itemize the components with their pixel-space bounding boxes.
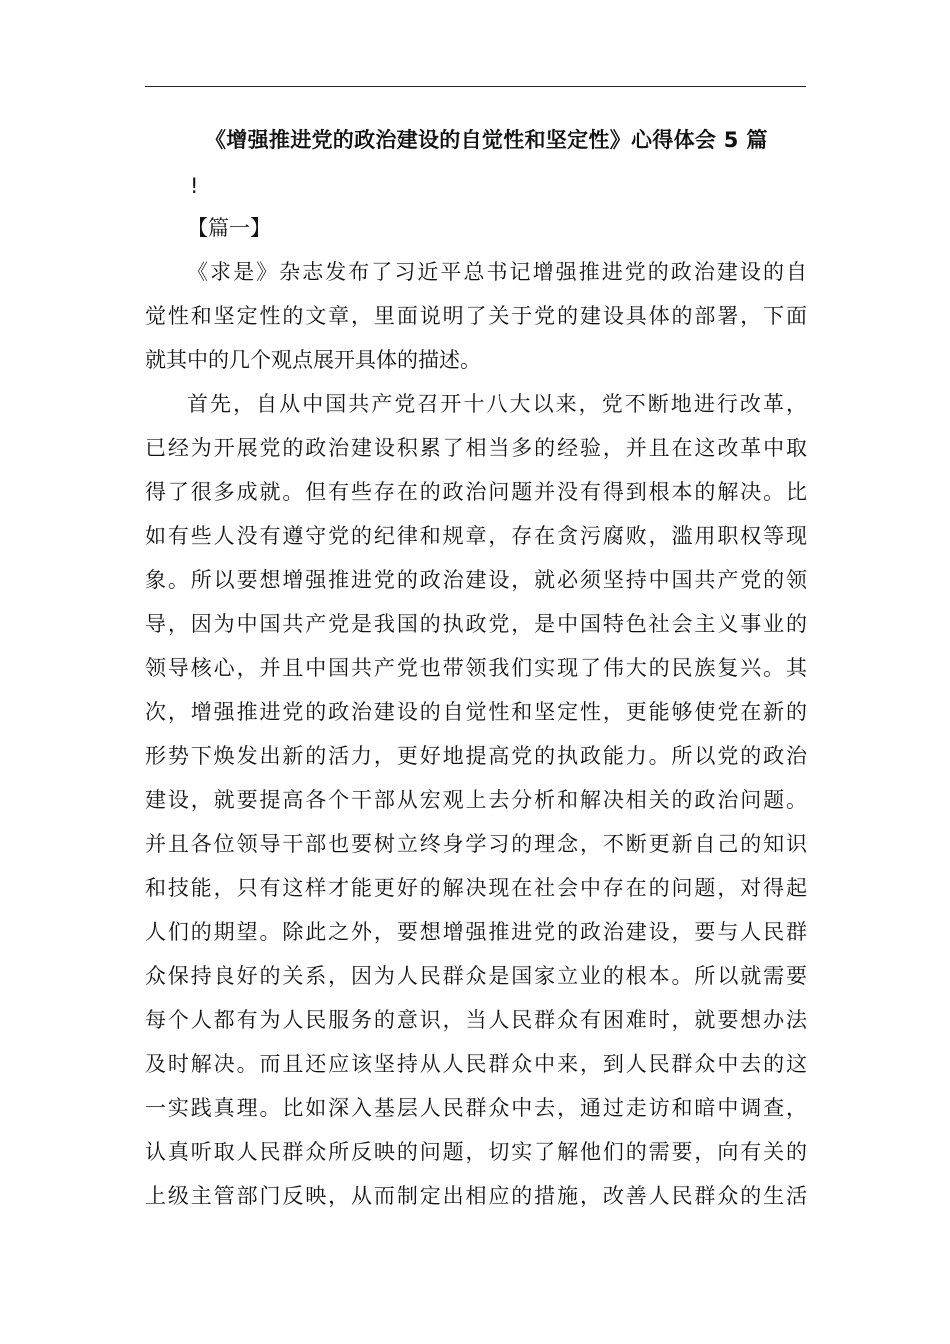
text-line: 次，增强推进党的政治建设的自觉性和坚定性，更能够使党在新的 — [145, 700, 807, 724]
text-line: 认真听取人民群众所反映的问题，切实了解他们的需要，向有关的 — [145, 1140, 807, 1164]
text-line: 人们的期望。除此之外，要想增强推进党的政治建设，要与人民群 — [145, 920, 807, 944]
text-line: 导，因为中国共产党是我国的执政党，是中国特色社会主义事业的 — [145, 612, 807, 636]
text-line: 众保持良好的关系，因为人民群众是国家立业的根本。所以就需要 — [145, 964, 807, 988]
text-line: 《求是》杂志发布了习近平总书记增强推进党的政治建设的自 — [187, 260, 807, 284]
text-line: 一实践真理。比如深入基层人民群众中去，通过走访和暗中调查， — [145, 1096, 807, 1120]
document-body — [145, 256, 807, 1224]
text-line: 已经为开展党的政治建设积累了相当多的经验，并且在这改革中取 — [145, 436, 807, 460]
text-line: 形势下焕发出新的活力，更好地提高党的执政能力。所以党的政治 — [145, 744, 807, 768]
text-line: 觉性和坚定性的文章，里面说明了关于党的建设具体的部署，下面 — [145, 304, 807, 328]
text-line: 和技能，只有这样才能更好的解决现在社会中存在的问题，对得起 — [145, 876, 807, 900]
text-line: 及时解决。而且还应该坚持从人民群众中来，到人民群众中去的这 — [145, 1052, 807, 1076]
text-line: 象。所以要想增强推进党的政治建设，就必须坚持中国共产党的领 — [145, 568, 807, 592]
text-line: 如有些人没有遵守党的纪律和规章，存在贪污腐败，滥用职权等现 — [145, 524, 807, 548]
text-line: 得了很多成就。但有些存在的政治问题并没有得到根本的解决。比 — [145, 480, 807, 504]
text-line: 建设，就要提高各个干部从宏观上去分析和解决相关的政治问题。 — [145, 788, 807, 812]
text-line: 首先，自从中国共产党召开十八大以来，党不断地进行改革， — [187, 392, 807, 416]
header-rule — [145, 86, 806, 87]
section-label: 【篇一】 — [187, 216, 271, 240]
document-title: 《增强推进党的政治建设的自觉性和坚定性》心得体会 5 篇 — [205, 128, 768, 152]
stray-mark: ! — [190, 174, 199, 198]
text-line: 并且各位领导干部也要树立终身学习的理念，不断更新自己的知识 — [145, 832, 807, 856]
text-line: 上级主管部门反映，从而制定出相应的措施，改善人民群众的生活 — [145, 1184, 807, 1208]
text-line: 领导核心，并且中国共产党也带领我们实现了伟大的民族复兴。其 — [145, 656, 807, 680]
text-line: 每个人都有为人民服务的意识，当人民群众有困难时，就要想办法 — [145, 1008, 807, 1032]
text-line: 就其中的几个观点展开具体的描述。 — [145, 348, 481, 372]
